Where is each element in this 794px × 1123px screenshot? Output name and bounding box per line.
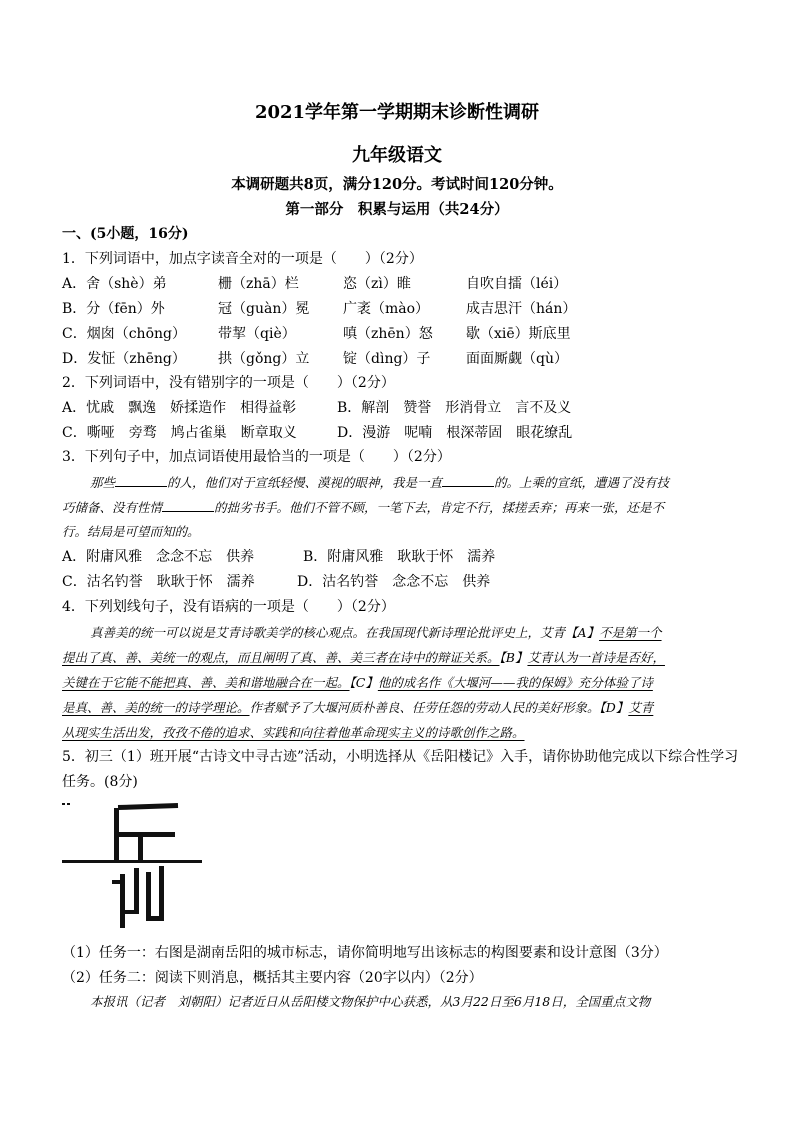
q1-option-c1: C．烟囱（chōng）: [62, 326, 186, 342]
q1-option-b1: B．分（fēn）外: [62, 301, 165, 317]
yueyang-city-logo: [62, 802, 212, 930]
underlined-sentence-d: 艾青: [628, 700, 654, 715]
q3-passage-line-3: 行。结局是可望而知的。: [62, 524, 200, 539]
q4-passage-line-5: 从现实生活出发，孜孜不倦的追求、实践和向往着他革命现实主义的诗歌创作之路。: [62, 725, 525, 740]
underlined-sentence-c: 他的成名作《大堰河——我的保姆》充分体验了诗: [377, 675, 653, 690]
q1-option-d1: D．发怔（zhēng）: [62, 351, 186, 367]
q1-stem: 1．下列词语中，加点字读音全对的一项是（ ）（2分）: [62, 251, 423, 267]
q4-passage-line-2: 提出了真、善、美统一的观点，而且阐明了真、善、美三者在诗中的辩证关系。【B】艾青认为一首诗是否好，: [62, 650, 665, 665]
q3-passage-line-1: 那些 的人，他们对于宣纸轻慢、漠视的眼神，我是一直 的。上乘的宣纸，遭遇了没有技: [62, 471, 742, 495]
q1-option-c4: 歇（xiē）斯底里: [466, 326, 571, 342]
q2-option-a: A．忧戚 飘逸 娇揉造作 相得益彰: [62, 400, 297, 416]
blank-2: [442, 472, 494, 487]
underlined-sentence-b: 艾青认为一首诗是否好，: [527, 650, 665, 665]
exam-subject: 九年级语文: [352, 145, 442, 166]
q3-option-a: A．附庸风雅 念念不忘 供养: [62, 549, 255, 565]
q5-stem-line-2: 任务。(8分): [62, 774, 138, 790]
q1-option-a3: 恣（zì）睢: [343, 276, 411, 292]
q2-option-c: C．嘶哑 旁骛 鸠占雀巢 断章取义: [62, 425, 297, 441]
q1-option-d2: 拱（gǒng）立: [218, 351, 310, 367]
q1-option-a2: 栅（zhā）栏: [218, 276, 299, 292]
q4-passage-line-4: 是真、善、美的统一的诗学理论。作者赋予了大堰河质朴善良、任劳任怨的劳动人民的美好形象。【D】艾青: [62, 700, 654, 715]
q1-option-c2: 带挈（qiè）: [218, 326, 296, 342]
blank-3: [162, 497, 214, 512]
q4-passage-line-1: 真善美的统一可以说是艾青诗歌美学的核心观点。在我国现代新诗理论批评史上，艾青【A】不是第一个: [90, 625, 662, 640]
q2-option-d: D．漫游 呢喃 根深蒂固 眼花缭乱: [337, 425, 573, 441]
q1-option-c3: 嗔（zhēn）怒: [343, 326, 433, 342]
section-heading: 一、(5小题，16分): [62, 226, 189, 242]
q3-passage-line-2: 巧储备、没有性情 的拙劣书手。他们不管不顾，一笔下去，肯定不行，揉搓丢弃；再来一张，还是不: [62, 496, 742, 520]
q5-stem-line-1: 5．初三（1）班开展“古诗文中寻古迹”活动，小明选择从《岳阳楼记》入手，请你协助他完成以下综合性学习: [62, 749, 739, 765]
q3-stem: 3．下列句子中，加点词语使用最恰当的一项是（ ）（2分）: [62, 449, 451, 465]
q2-stem: 2．下列词语中，没有错别字的一项是（ ）（2分）: [62, 375, 395, 391]
q4-stem: 4．下列划线句子，没有语病的一项是（ ）（2分）: [62, 599, 395, 615]
q4-passage-line-3: 关键在于它能不能把真、善、美和谐地融合在一起。【C】他的成名作《大堰河——我的保姆》充分体验了诗: [62, 675, 653, 690]
q5-task-1: （1）任务一：右图是湖南岳阳的城市标志，请你简明地写出该标志的构图要素和设计意图（3分）: [62, 945, 668, 961]
q2-option-b: B．解剖 赞誉 形消骨立 言不及义: [337, 400, 572, 416]
part-heading: 第一部分 积累与运用（共24分）: [285, 201, 509, 218]
q1-option-b4: 成吉思汗（hán）: [466, 301, 577, 317]
q1-option-b2: 冠（guàn）冕: [218, 301, 310, 317]
q3-option-c: C．沽名钓誉 耿耿于怀 濡养: [62, 574, 255, 590]
blank-1: [115, 472, 167, 487]
q1-option-a4: 自吹自擂（léi）: [466, 276, 568, 292]
q1-option-a1: A．舍（shè）弟: [62, 276, 167, 292]
q3-option-b: B．附庸风雅 耿耿于怀 濡养: [303, 549, 496, 565]
q5-task-2: （2）任务二：阅读下则消息，概括其主要内容（20字以内）（2分）: [62, 970, 483, 986]
q3-option-d: D．沽名钓誉 念念不忘 供养: [297, 574, 491, 590]
q5-news-text: 本报讯（记者 刘朝阳）记者近日从岳阳楼文物保护中心获悉，从3月22日至6月18日，全国重点文物: [90, 994, 651, 1009]
exam-title: 2021学年第一学期期末诊断性调研: [254, 102, 540, 123]
q1-option-b3: 广袤（mào）: [343, 301, 430, 317]
underlined-sentence-a: 不是第一个: [599, 625, 662, 640]
exam-info: 本调研题共8页，满分120分。考试时间120分钟。: [231, 176, 563, 193]
q1-option-d3: 锭（dìng）子: [343, 351, 431, 367]
q1-option-d4: 面面厮觑（qù）: [466, 351, 568, 367]
